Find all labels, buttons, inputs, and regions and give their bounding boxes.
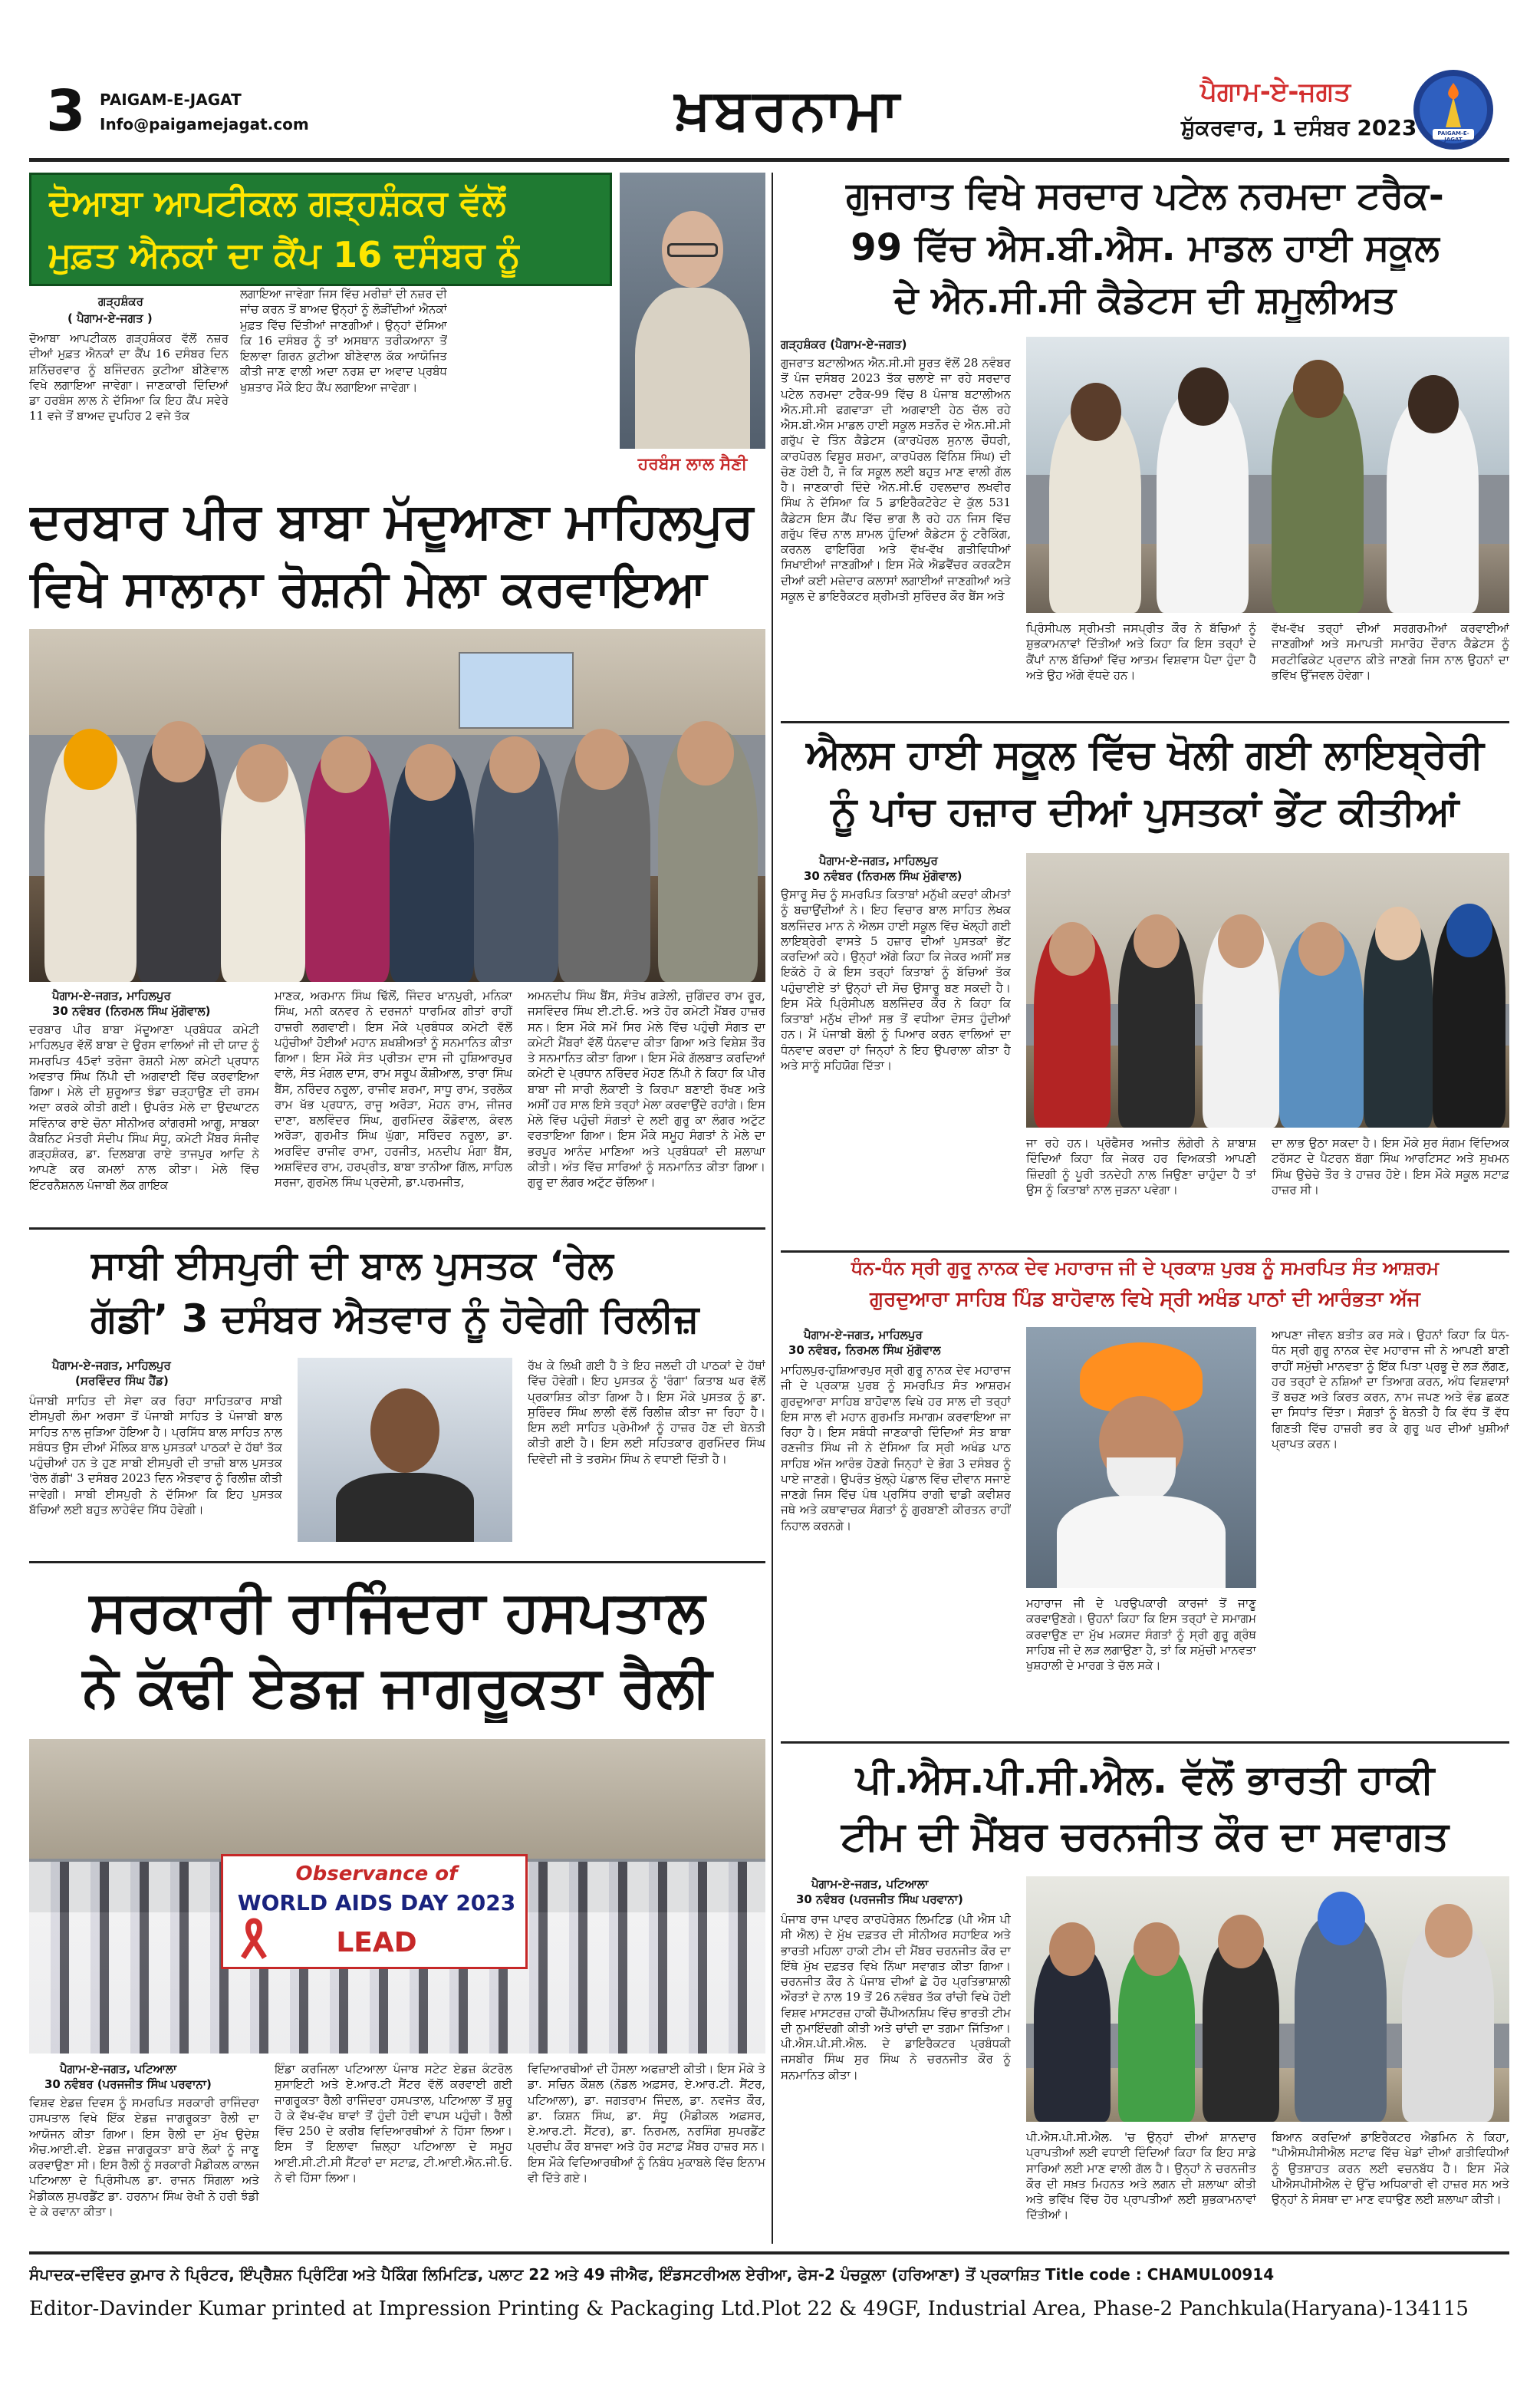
headline-line-2: ਟੀਮ ਦੀ ਮੈਂਬਰ ਚਰਨਜੀਤ ਕੌਰ ਦਾ ਸਵਾਗਤ: [841, 1813, 1449, 1859]
email-link[interactable]: Info@paigamejagat.com: [100, 115, 309, 133]
divider: [29, 1561, 765, 1563]
paper-logo: [1411, 68, 1496, 152]
dateline-source: 30 ਨਵੰਬਰ (ਨਿਰਮਲ ਸਿੰਘ ਮੁੱਗੋਵਾਲ): [804, 869, 962, 883]
headline-line-2: ਨੂੰ ਪਾਂਚ ਹਜ਼ਾਰ ਦੀਆਂ ਪੁਸਤਕਾਂ ਭੇਂਟ ਕੀਤੀਆਂ: [831, 789, 1459, 835]
masthead-rule: [29, 158, 1509, 162]
dateline: ਪੈਗਾਮ-ਏ-ਜਗਤ, ਪਟਿਆਲਾ: [60, 2062, 177, 2076]
article-body-a: ਪ੍ਰਿੰਸੀਪਲ ਸ੍ਰੀਮਤੀ ਜਸਪ੍ਰੀਤ ਕੌਰ ਨੇ ਬੱਚਿਆਂ ਨੂੰ ਸ਼ੁਭਕਾਮਨਾਵਾਂ ਦਿੱਤੀਆਂ ਅਤੇ ਕਿਹਾ ਕਿ ਇਸ ਤਰ੍ਹਾਂ ਦੇ ਕੈਂਪਾਂ ਨਾਲ ਬੱਚਿਆਂ ਵਿੱਚ ਆਤਮ ਵਿਸ਼ਵਾਸ ਪੈਦਾ ਹੁੰਦਾ ਹੈ ਅਤੇ ਉਹ ਅੱਗੇ ਵੱਧਦੇ ਹਨ।: [1026, 621, 1256, 682]
aids-day-banner: [221, 1854, 528, 1969]
headline-line-1: ਸਰਕਾਰੀ ਰਾਜਿੰਦਰਾ ਹਸਪਤਾਲ: [89, 1579, 706, 1645]
headline-line-2: 99 ਵਿੱਚ ਐਸ.ਬੀ.ਐਸ. ਮਾਡਲ ਹਾਈ ਸਕੂਲ: [851, 226, 1440, 269]
headline-line-1: ਸਾਬੀ ਈਸਪੁਰੀ ਦੀ ਬਾਲ ਪੁਸਤਕ ‘ਰੇਲ: [90, 1243, 614, 1287]
column-2: ਇੰਡਾ ਕਰਜਿਲਾ ਪਟਿਆਲਾ ਪੰਜਾਬ ਸਟੇਟ ਏਡਜ਼ ਕੰਟਰੋਲ ਸੁਸਾਇਟੀ ਅਤੇ ਏ.ਆਰ.ਟੀ ਸੈਂਟਰ ਵੱਲੋਂ ਕਰਵਾਈ ਗਈ ਜਾਗਰੂਕਤਾ ਰੈਲੀ ਰਾਜਿੰਦਰਾ ਹਸਪਤਾਲ, ਪਟਿਆਲਾ ਤੋਂ ਸ਼ੁਰੂ ਹੋ ਕੇ ਵੱਖ-ਵੱਖ ਥਾਵਾਂ ਤੋਂ ਹੁੰਦੀ ਹੋਈ ਵਾਪਸ ਪਹੁੰਚੀ। ਰੈਲੀ ਵਿੱਚ 250 ਦੇ ਕਰੀਬ ਵਿਦਿਆਰਥੀਆਂ ਨੇ ਹਿੱਸਾ ਲਿਆ। ਇਸ ਤੋਂ ਇਲਾਵਾ ਜ਼ਿਲ੍ਹਾ ਪਟਿਆਲਾ ਦੇ ਸਮੂਹ ਆਈ.ਸੀ.ਟੀ.ਸੀ ਸੈਂਟਰਾਂ ਦਾ ਸਟਾਫ਼, ਟੀ.ਆਈ.ਐਨ.ਜੀ.ਓ. ਨੇ ਵੀ ਹਿੱਸਾ ਲਿਆ।: [275, 2062, 512, 2185]
divider: [781, 721, 1509, 723]
article-body-left: ਪੰਜਾਬੀ ਸਾਹਿਤ ਦੀ ਸੇਵਾ ਕਰ ਰਿਹਾ ਸਾਹਿਤਕਾਰ ਸਾਬੀ ਈਸਪੁਰੀ ਲੰਮਾ ਅਰਸਾ ਤੋਂ ਪੰਜਾਬੀ ਸਾਹਿਤ ਤੇ ਪੰਜਾਬੀ ਬਾਲ ਸਾਹਿਤ ਨਾਲ ਜੁੜਿਆ ਹੋਇਆ ਹੈ। ਪ੍ਰਸਿੱਧ ਬਾਲ ਸਾਹਿਤ ਨਾਲ ਸਬੰਧਤ ਉਸ ਦੀਆਂ ਮੌਲਿਕ ਬਾਲ ਪੁਸਤਕਾਂ ਪਾਠਕਾਂ ਦੇ ਹੱਥਾਂ ਤੱਕ ਪਹੁੰਚੀਆਂ ਹਨ ਤੇ ਹੁਣ ਸਾਬੀ ਈਸਪੁਰੀ ਦੀ ਤਾਜ਼ੀ ਬਾਲ ਪੁਸਤਕ 'ਰੇਲ ਗੱਡੀ' 3 ਦਸੰਬਰ 2023 ਦਿਨ ਐਤਵਾਰ ਨੂੰ ਰਿਲੀਜ਼ ਕੀਤੀ ਜਾਵੇਗੀ। ਸਾਬੀ ਈਸਪੁਰੀ ਨੇ ਦੱਸਿਆ ਕਿ ਇਹ ਪੁਸਤਕ ਬੱਚਿਆਂ ਲਈ ਬਹੁਤ ਲਾਹੇਵੰਦ ਸਿੱਧ ਹੋਵੇਗੀ।: [29, 1394, 282, 1517]
column-2: ਮਾਣਕ, ਅਰਮਾਨ ਸਿੰਘ ਢਿੱਲੋਂ, ਜਿੰਦਰ ਖਾਨਪੁਰੀ, ਮਨਿਕਾ ਸਿੰਘ, ਮਨੀ ਕਨਵਰ ਨੇ ਦਰਜਨਾਂ ਧਾਰਮਿਕ ਗੀਤਾਂ ਰਾਹੀਂ ਹਾਜ਼ਰੀ ਲਗਵਾਈ। ਇਸ ਮੌਕੇ ਪ੍ਰਬੰਧਕ ਕਮੇਟੀ ਵੱਲੋਂ ਪਹੁੰਚੀਆਂ ਹੋਈਆਂ ਮਹਾਨ ਸ਼ਖਸ਼ੀਅਤਾਂ ਨੂੰ ਸਨਮਾਨਿਤ ਕੀਤਾ ਗਿਆ। ਇਸ ਮੌਕੇ ਸੰਤ ਪ੍ਰੀਤਮ ਦਾਸ ਜੀ ਹੁਸ਼ਿਆਰਪੁਰ ਵਾਲੇ, ਸੰਤ ਮੰਗਲ ਦਾਸ, ਰਾਮ ਸਰੂਪ ਕੌਸ਼ੀਆਲ, ਤਾਰਾ ਸਿੰਘ ਬੈਂਸ, ਨਰਿੰਦਰ ਨਰੂਲਾ, ਰਾਜੀਵ ਸ਼ਰਮਾ, ਸਾਧੂ ਰਾਮ, ਤਰਲੋਕ ਰਾਮ ਖੱਭ ਪ੍ਰਧਾਨ, ਰਾਜੂ ਅਰੋੜਾ, ਮੋਹਨ ਰਾਮ, ਜੀਜਰ ਦਾਣਾ, ਬਲਵਿੰਦਰ ਸਿੰਘ, ਗੁਰਮਿੰਦਰ ਕੌਡੋਵਾਲ, ਕੰਵਲ ਅਰੋੜਾ, ਗੁਰਮੀਤ ਸਿੰਘ ਘੁੱਗਾ, ਸਰਿੰਦਰ ਨਰੂਲਾ, ਡਾ. ਅਰਵਿੰਦ ਰਾਜੀਵ ਰਾਮਾ, ਹਰਜੀਤ, ਮਨਦੀਪ ਮੰਗਾ ਬੈਂਸ, ਅਸ਼ਵਿੰਦਰ ਰਾਮ, ਹਰਪ੍ਰੀਤ, ਬਾਬਾ ਤਾਨੀਆ ਗਿੱਲ, ਸਾਹਿਲ ਸਰਜਾ, ਗੁਰਮੇਲ ਸਿੰਘ ਪ੍ਰਦੇਸੀ, ਡਾ.ਪਰਮਜੀਤ,: [275, 989, 512, 1189]
hockey-player-photo: [1026, 1876, 1509, 2122]
headline-line-2: ਗੱਡੀ’ 3 ਦਸੰਬਰ ਐਤਵਾਰ ਨੂੰ ਹੋਵੇਗੀ ਰਿਲੀਜ਼: [90, 1296, 699, 1341]
dateline-source: 30 ਨਵੰਬਰ (ਪਰਜਜੀਤ ਸਿੰਘ ਪਰਵਾਨਾ): [44, 2077, 212, 2091]
headline-line-1: ਪੀ.ਐਸ.ਪੀ.ਸੀ.ਐਲ. ਵੱਲੋਂ ਭਾਰਤੀ ਹਾਕੀ: [855, 1757, 1435, 1803]
article-body: ਉਸਾਰੂ ਸੋਚ ਨੂੰ ਸਮਰਪਿਤ ਕਿਤਾਬਾਂ ਮਨੁੱਖੀ ਕਦਰਾਂ ਕੀਮਤਾਂ ਨੂੰ ਬਚਾਉਂਦੀਆਂ ਨੇ। ਇਹ ਵਿਚਾਰ ਬਾਲ ਸਾਹਿਤ ਲੇਖਕ ਬਲਜਿੰਦਰ ਮਾਨ ਨੇ ਐਲਸ ਹਾਈ ਸਕੂਲ ਵਿੱਚ ਖੋਲ੍ਹੀ ਗਈ ਲਾਇਬ੍ਰੇਰੀ ਵਾਸਤੇ 5 ਹਜ਼ਾਰ ਦੀਆਂ ਪੁਸਤਕਾਂ ਭੇਂਟ ਕਰਦਿਆਂ ਕਹੇ। ਉਨ੍ਹਾਂ ਅੱਗੇ ਕਿਹਾ ਕਿ ਜੇਕਰ ਅਸੀਂ ਸਭ ਇਕੱਠੇ ਹੋ ਕੇ ਇਸ ਤਰ੍ਹਾਂ ਕਿਤਾਬਾਂ ਨੂੰ ਬੱਚਿਆਂ ਤੱਕ ਪਹੁੰਚਾਈਏ ਤਾਂ ਉਨ੍ਹਾਂ ਦੀ ਸੋਚ ਉਸਾਰੂ ਬਣ ਸਕਦੀ ਹੈ। ਇਸ ਮੌਕੇ ਪ੍ਰਿੰਸੀਪਲ ਬਲਜਿੰਦਰ ਕੌਰ ਨੇ ਕਿਹਾ ਕਿ ਕਿਤਾਬਾਂ ਮਨੁੱਖ ਦੀਆਂ ਸਭ ਤੋਂ ਵਧੀਆ ਦੋਸਤ ਹੁੰਦੀਆਂ ਹਨ। ਮੈਂ ਪੰਜਾਬੀ ਬੋਲੀ ਨੂੰ ਪਿਆਰ ਕਰਨ ਵਾਲਿਆਂ ਦਾ ਧੰਨਵਾਦ ਕਰਦਾ ਹਾਂ ਜਿਨ੍ਹਾਂ ਨੇ ਇਹ ਉਪਰਾਲਾ ਕੀਤਾ ਹੈ ਅਤੇ ਸਾਨੂੰ ਸਹਿਯੋਗ ਦਿੱਤਾ।: [781, 888, 1011, 1072]
column-1: ਦਰਬਾਰ ਪੀਰ ਬਾਬਾ ਮੱਦੂਆਣਾ ਪ੍ਰਬੰਧਕ ਕਮੇਟੀ ਮਾਹਿਲਪੁਰ ਵੱਲੋਂ ਬਾਬਾ ਦੇ ਉਰਸ ਵਾਲਿਆਂ ਜੀ ਦੀ ਯਾਦ ਨੂੰ ਸਮਰਪਿਤ 45ਵਾਂ ਤਰੋਜਾ ਰੋਸ਼ਨੀ ਮੇਲਾ ਕਮੇਟੀ ਪ੍ਰਧਾਨ ਅਵਤਾਰ ਸਿੰਘ ਨਿੱਪੀ ਦੀ ਅਗਵਾਈ ਵਿੱਚ ਕਰਵਾਇਆ ਗਿਆ। ਮੇਲੇ ਦੀ ਸ਼ੁਰੂਆਤ ਝੰਡਾ ਚੜ੍ਹਾਉਣ ਦੀ ਰਸਮ ਅਦਾ ਕਰਕੇ ਕੀਤੀ ਗਈ। ਉਪਰੰਤ ਮੇਲੇ ਦਾ ਉਦਘਾਟਨ ਸਵਿੰਨਾਕ ਰਾਏ ਚੋਨਾ ਸੀਨੀਅਰ ਕਾਂਗਰਸੀ ਆਗੂ, ਸਾਬਕਾ ਕੈਬਨਿਟ ਮੰਤਰੀ ਸੰਦੀਪ ਸਿੰਘ ਸੰਧੂ, ਕਮੇਟੀ ਮੈਂਬਰ ਸੰਜੀਵ ਗੜ੍ਹਸ਼ੰਕਰ, ਡਾ. ਦਿਲਬਾਗ ਰਾਏ ਤਾਜਪੁਰ ਆਦਿ ਨੇ ਆਪਣੇ ਕਰ ਕਮਲਾਂ ਨਾਲ ਕੀਤਾ। ਮੇਲੇ ਵਿੱਚ ਇੰਟਰਨੈਸ਼ਨਲ ਪੰਜਾਬੀ ਲੋਕ ਗਾਇਕ: [29, 1023, 259, 1192]
dateline-source: 30 ਨਵੰਬਰ, ਨਿਰਮਲ ਸਿੰਘ ਮੁੱਗੋਵਾਲ: [788, 1343, 941, 1357]
article-darbar: [29, 491, 765, 1224]
banner-text-1: Observance of: [295, 1863, 458, 1886]
portrait-photo: [620, 173, 765, 487]
dateline: ਪੈਗਾਮ-ਏ-ਜਗਤ, ਪਟਿਆਲਾ: [811, 1877, 929, 1891]
dateline-source: 30 ਨਵੰਬਰ (ਪਰਜਜੀਤ ਸਿੰਘ ਪਰਵਾਨਾ): [796, 1892, 963, 1906]
column-3: ਅਮਨਦੀਪ ਸਿੰਘ ਬੈਂਸ, ਸੰਤੋਖ ਗੜੇਲੀ, ਜੁਗਿੰਦਰ ਰਾਮ ਰੂਰ, ਜਸਵਿੰਦਰ ਸਿੰਘ ਈ.ਟੀ.ਓ. ਅਤੇ ਹੋਰ ਕਮੇਟੀ ਮੈਂਬਰ ਹਾਜ਼ਰ ਸਨ। ਇਸ ਮੌਕੇ ਸਮੇਂ ਸਿਰ ਮੇਲੇ ਵਿੱਚ ਪਹੁੰਚੀ ਸੰਗਤ ਦਾ ਕਮੇਟੀ ਮੈਂਬਰਾਂ ਵੱਲੋਂ ਧੰਨਵਾਦ ਕੀਤਾ ਗਿਆ ਅਤੇ ਵਿਸ਼ੇਸ਼ ਤੌਰ ਤੇ ਸਨਮਾਨਿਤ ਕੀਤਾ ਗਿਆ। ਇਸ ਮੌਕੇ ਗੱਲਬਾਤ ਕਰਦਿਆਂ ਕਮੇਟੀ ਦੇ ਪ੍ਰਧਾਨ ਨਰਿੰਦਰ ਮੋਹਣ ਨਿੱਪੀ ਨੇ ਕਿਹਾ ਕਿ ਪੀਰ ਬਾਬਾ ਜੀ ਸਾਰੀ ਲੋਕਾਈ ਤੇ ਕਿਰਪਾ ਬਣਾਈ ਰੱਖਣ ਅਤੇ ਅਸੀਂ ਹਰ ਸਾਲ ਇਸੇ ਤਰ੍ਹਾਂ ਮੇਲਾ ਕਰਵਾਉਂਦੇ ਰਹਾਂਗੇ। ਇਸ ਮੇਲੇ ਵਿੱਚ ਪਹੁੰਚੀ ਸੰਗਤਾਂ ਦੇ ਲਈ ਗੁਰੂ ਕਾ ਲੰਗਰ ਅਟੁੱਟ ਵਰਤਾਇਆ ਗਿਆ। ਇਸ ਮੌਕੇ ਸਮੂਹ ਸੰਗਤਾਂ ਨੇ ਮੇਲੇ ਦਾ ਭਰਪੂਰ ਆਨੰਦ ਮਾਣਿਆ ਅਤੇ ਪ੍ਰਬੰਧਕਾਂ ਦੀ ਸ਼ਲਾਘਾ ਕੀਤੀ। ਅੰਤ ਵਿੱਚ ਸਾਰਿਆਂ ਨੂੰ ਸਨਮਾਨਿਤ ਕੀਤਾ ਗਿਆ। ਗੁਰੂ ਦਾ ਲੰਗਰ ਅਟੁੱਟ ਚੱਲਿਆ।: [528, 989, 765, 1189]
banner-text-3: LEAD: [336, 1927, 417, 1958]
dateline: ਪੈਗਾਮ-ਏ-ਜਗਤ, ਮਾਹਿਲਪੁਰ: [804, 1328, 923, 1342]
dateline-source: (ਸਰਵਿੰਦਰ ਸਿੰਘ ਹੈਂਡ): [75, 1374, 169, 1388]
article-body-right: ਰੱਖ ਕੇ ਲਿਖੀ ਗਈ ਹੈ ਤੇ ਇਹ ਜਲਦੀ ਹੀ ਪਾਠਕਾਂ ਦੇ ਹੱਥਾਂ ਵਿੱਚ ਹੋਵੇਗੀ। ਇਹ ਪੁਸਤਕ ਨੂੰ 'ਰੰਗਾ' ਕਿਤਾਬ ਘਰ ਵੱਲੋਂ ਪ੍ਰਕਾਸ਼ਿਤ ਕੀਤਾ ਗਿਆ ਹੈ। ਇਸ ਮੌਕੇ ਪੁਸਤਕ ਨੂੰ ਡਾ. ਸੁਰਿੰਦਰ ਸਿੰਘ ਲਾਲੀ ਵੱਲੋਂ ਰਿਲੀਜ਼ ਕੀਤਾ ਜਾ ਰਿਹਾ ਹੈ। ਇਸ ਲਈ ਸਾਹਿਤ ਪ੍ਰੇਮੀਆਂ ਨੂੰ ਹਾਜ਼ਰ ਹੋਣ ਦੀ ਬੇਨਤੀ ਕੀਤੀ ਗਈ ਹੈ। ਇਸ ਲਈ ਸਹਿਤਕਾਰ ਗੁਰਮਿੰਦਰ ਸਿੰਘ ਦਿਵੇਦੀ ਜੀ ਤੇ ਤਰਸੇਮ ਸਿੰਘ ਨੇ ਵਧਾਈ ਦਿੱਤੀ ਹੈ।: [528, 1359, 765, 1466]
article-body-right: ਲਗਾਇਆ ਜਾਵੇਗਾ ਜਿਸ ਵਿੱਚ ਮਰੀਜ਼ਾਂ ਦੀ ਨਜ਼ਰ ਦੀ ਜਾਂਚ ਕਰਨ ਤੋਂ ਬਾਅਦ ਉਨ੍ਹਾਂ ਨੂੰ ਲੋੜੀਂਦੀਆਂ ਐਨਕਾਂ ਮੁਫ਼ਤ ਵਿੱਚ ਦਿੱਤੀਆਂ ਜਾਣਗੀਆਂ। ਉਨ੍ਹਾਂ ਦੱਸਿਆ ਕਿ 16 ਦਸੰਬਰ ਨੂੰ ਤਾਂ ਅਸਥਾਨ ਤਰੀਕਆਨਾ ਤੋਂ ਇਲਾਵਾ ਗਿਰਨ ਕੁਟੀਆ ਬੀਣੇਵਾਲ ਕੱਕ ਆਯੋਜਿਤ ਕੀਤੀ ਜਾਣ ਵਾਲੀ ਅਦਾ ਨਰਸ਼ ਦਾ ਅਵਾਦ ਪ੍ਰਬੰਧ ਖੁਸ਼ਤਾਰ ਮੌਕੇ ਇਹ ਕੈਂਪ ਲਗਾਇਆ ਜਾਵੇਗਾ।: [240, 287, 447, 394]
article-body-b: ਵੱਖ-ਵੱਖ ਤਰ੍ਹਾਂ ਦੀਆਂ ਸਰਗਰਮੀਆਂ ਕਰਵਾਈਆਂ ਜਾਣਗੀਆਂ ਅਤੇ ਸਮਾਪਤੀ ਸਮਾਰੋਹ ਦੌਰਾਨ ਕੈਡੇਟਸ ਨੂੰ ਸਰਟੀਫਿਕੇਟ ਪ੍ਰਦਾਨ ਕੀਤੇ ਜਾਣਗੇ ਜਿਸ ਨਾਲ ਉਹਨਾਂ ਦਾ ਭਵਿੱਖ ਉੱਜਵਲ ਹੋਵੇਗਾ।: [1272, 621, 1509, 682]
issue-date: ਸ਼ੁੱਕਰਵਾਰ, 1 ਦਸੰਬਰ 2023: [1181, 115, 1417, 140]
article-body-a: ਜਾ ਰਹੇ ਹਨ। ਪ੍ਰੋਫੈਸਰ ਅਜੀਤ ਲੰਗੇਰੀ ਨੇ ਸ਼ਾਬਾਸ਼ ਦਿੰਦਿਆਂ ਕਿਹਾ ਕਿ ਜੇਕਰ ਹਰ ਵਿਅਕਤੀ ਆਪਣੀ ਜ਼ਿੰਦਗੀ ਨੂੰ ਪੂਰੀ ਤਨਦੇਹੀ ਨਾਲ ਜਿਉਣਾ ਚਾਹੁੰਦਾ ਹੈ ਤਾਂ ਉਸ ਨੂੰ ਕਿਤਾਬਾਂ ਨਾਲ ਜੁੜਨਾ ਪਵੇਗਾ।: [1026, 1136, 1256, 1197]
dateline-source: 30 ਨਵੰਬਰ (ਨਿਰਮਲ ਸਿੰਘ ਮੁੱਗੋਵਾਲ): [52, 1004, 211, 1018]
dateline-source: ( ਪੈਗਾਮ-ਏ-ਜਗਤ ): [67, 311, 153, 325]
article-body-a: ਪੀ.ਐਸ.ਪੀ.ਸੀ.ਐਲ. 'ਚ ਉਨ੍ਹਾਂ ਦੀਆਂ ਸ਼ਾਨਦਾਰ ਪ੍ਰਾਪਤੀਆਂ ਲਈ ਵਧਾਈ ਦਿੰਦਿਆਂ ਕਿਹਾ ਕਿ ਇਹ ਸਾਡੇ ਸਾਰਿਆਂ ਲਈ ਮਾਣ ਵਾਲੀ ਗੱਲ ਹੈ। ਉਨ੍ਹਾਂ ਨੇ ਚਰਨਜੀਤ ਕੌਰ ਦੀ ਸਖ਼ਤ ਮਿਹਨਤ ਅਤੇ ਲਗਨ ਦੀ ਸ਼ਲਾਘਾ ਕੀਤੀ ਅਤੇ ਭਵਿੱਖ ਵਿੱਚ ਹੋਰ ਪ੍ਰਾਪਤੀਆਂ ਲਈ ਸ਼ੁਭਕਾਮਨਾਵਾਂ ਦਿੱਤੀਆਂ।: [1026, 2130, 1256, 2222]
rally-photo: [29, 1739, 765, 2054]
article-body-left: ਦੋਆਬਾ ਆਪਟੀਕਲ ਗੜ੍ਹਸ਼ੰਕਰ ਵੱਲੋਂ ਨਜ਼ਰ ਦੀਆਂ ਮੁਫ਼ਤ ਐਨਕਾਂ ਦਾ ਕੈਂਪ 16 ਦਸੰਬਰ ਦਿਨ ਸ਼ਨਿੱਚਰਵਾਰ ਨੂੰ ਬਜਿੰਦਰਨ ਕੁਟੀਆ ਬੀਣੇਵਾਲ ਵਿਖੇ ਲਗਾਇਆ ਜਾਵੇਗਾ। ਜਾਣਕਾਰੀ ਦਿੰਦਿਆਂ ਡਾ ਹਰਬੰਸ ਲਾਲ ਨੇ ਦੱਸਿਆ ਕਿ ਇਹ ਕੈਂਪ ਸਵੇਰੇ 11 ਵਜੇ ਤੋਂ ਬਾਅਦ ਦੁਪਹਿਰ 2 ਵਜੇ ਤੱਕ: [29, 331, 229, 423]
article-body: ਪੰਜਾਬ ਰਾਜ ਪਾਵਰ ਕਾਰਪੋਰੇਸ਼ਨ ਲਿਮਟਿਡ (ਪੀ ਐਸ ਪੀ ਸੀ ਐਲ) ਦੇ ਮੁੱਖ ਦਫ਼ਤਰ ਦੀ ਸੀਨੀਅਰ ਸਹਾਇਕ ਅਤੇ ਭਾਰਤੀ ਮਹਿਲਾ ਹਾਕੀ ਟੀਮ ਦੀ ਮੈਂਬਰ ਚਰਨਜੀਤ ਕੌਰ ਦਾ ਇੱਥੇ ਮੁੱਖ ਦਫ਼ਤਰ ਵਿਖੇ ਨਿੱਘਾ ਸਵਾਗਤ ਕੀਤਾ ਗਿਆ। ਚਰਨਜੀਤ ਕੌਰ ਨੇ ਪੰਜਾਬ ਦੀਆਂ ਛੇ ਹੋਰ ਪ੍ਰਤਿਭਾਸ਼ਾਲੀ ਔਰਤਾਂ ਦੇ ਨਾਲ 19 ਤੋਂ 26 ਨਵੰਬਰ ਤੱਕ ਰਾਂਚੀ ਵਿਖੇ ਹੋਈ ਵਿਸ਼ਵ ਮਾਸਟਰਜ਼ ਹਾਕੀ ਚੈਂਪੀਅਨਸ਼ਿਪ ਵਿੱਚ ਭਾਰਤੀ ਟੀਮ ਦੀ ਨੁਮਾਇੰਦਗੀ ਕੀਤੀ ਅਤੇ ਚਾਂਦੀ ਦਾ ਤਗਮਾ ਜਿੱਤਿਆ। ਪੀ.ਐਸ.ਪੀ.ਸੀ.ਐਲ. ਦੇ ਡਾਇਰੈਕਟਰ ਪ੍ਰਬੰਧਕੀ ਜਸਬੀਰ ਸਿੰਘ ਸੁਰ ਸਿੰਘ ਨੇ ਚਰਨਜੀਤ ਕੌਰ ਨੂੰ ਸਨਮਾਨਿਤ ਕੀਤਾ।: [781, 1912, 1011, 2082]
article-library: [781, 721, 1509, 1250]
headline-line-2: ਮੁਫ਼ਤ ਐਨਕਾਂ ਦਾ ਕੈਂਪ 16 ਦਸੰਬਰ ਨੂੰ: [48, 234, 521, 275]
imprint-line-english: Editor-Davinder Kumar printed at Impression Printing & Packaging Ltd.Plot 22 & 49GF, Industrial Area, Phase-2 Panchkula(Haryana)-134115: [29, 2297, 1469, 2320]
headline-line-2: ਗੁਰਦੁਆਰਾ ਸਾਹਿਬ ਪਿੰਡ ਬਾਹੋਵਾਲ ਵਿਖੇ ਸ੍ਰੀ ਅਖੰਡ ਪਾਠਾਂ ਦੀ ਆਰੰਭਤਾ ਅੱਜ: [870, 1288, 1420, 1311]
article-body-b: ਦਾ ਲਾਭ ਉਠਾ ਸਕਦਾ ਹੈ। ਇਸ ਮੌਕੇ ਸੁਰ ਸੰਗਮ ਵਿੱਦਿਅਕ ਟਰੱਸਟ ਦੇ ਪੈਟਰਨ ਬੱਗਾ ਸਿੰਘ ਆਰਟਿਸਟ ਅਤੇ ਸੁਖਮਨ ਸਿੰਘ ਉਚੇਚੇ ਤੌਰ ਤੇ ਹਾਜ਼ਰ ਹੋਏ। ਇਸ ਮੌਕੇ ਸਕੂਲ ਸਟਾਫ਼ ਹਾਜ਼ਰ ਸੀ।: [1272, 1136, 1509, 1197]
brand-name: PAIGAM-E-JAGAT: [100, 91, 242, 109]
cadets-photo: [1026, 337, 1509, 613]
page-number: 3: [46, 78, 86, 144]
logo-label: PAIGAM-E-JAGAT: [1437, 130, 1469, 143]
event-group-photo: [29, 629, 765, 982]
portrait-caption: ਹਰਬੰਸ ਲਾਲ ਸੈਣੀ: [637, 455, 748, 474]
article-body-b: ਆਪਣਾ ਜੀਵਨ ਬਤੀਤ ਕਰ ਸਕੇ। ਉਹਨਾਂ ਕਿਹਾ ਕਿ ਧੰਨ-ਧੰਨ ਸ੍ਰੀ ਗੁਰੂ ਨਾਨਕ ਦੇਵ ਮਹਾਰਾਜ ਜੀ ਨੇ ਆਪਣੀ ਬਾਣੀ ਰਾਹੀਂ ਸਮੁੱਚੀ ਮਾਨਵਤਾ ਨੂੰ ਇੱਕ ਪਿਤਾ ਪ੍ਰਭੂ ਦੇ ਲੜ ਲੱਗਣ, ਹਰ ਤਰ੍ਹਾਂ ਦੇ ਨਸ਼ਿਆਂ ਦਾ ਤਿਆਗ ਕਰਨ, ਅੰਧ ਵਿਸ਼ਵਾਸਾਂ ਤੋਂ ਬਚਣ ਅਤੇ ਕਿਰਤ ਕਰਨ, ਨਾਮ ਜਪਣ ਅਤੇ ਵੰਡ ਛਕਣ ਦਾ ਸਿਧਾਂਤ ਦਿੱਤਾ। ਸੰਗਤਾਂ ਨੂੰ ਬੇਨਤੀ ਹੈ ਕਿ ਵੱਧ ਤੋਂ ਵੱਧ ਗਿਣਤੀ ਵਿੱਚ ਹਾਜ਼ਰੀ ਭਰ ਕੇ ਗੁਰੂ ਘਰ ਦੀਆਂ ਖੁਸ਼ੀਆਂ ਪ੍ਰਾਪਤ ਕਰਨ।: [1272, 1328, 1509, 1451]
headline-line-1: ਧੰਨ-ਧੰਨ ਸ੍ਰੀ ਗੁਰੂ ਨਾਨਕ ਦੇਵ ਮਹਾਰਾਜ ਜੀ ਦੇ ਪ੍ਰਕਾਸ਼ ਪੁਰਬ ਨੂੰ ਸਮਰਪਿਤ ਸੰਤ ਆਸ਼ਰਮ: [851, 1257, 1440, 1279]
article-pspcl: [781, 1741, 1509, 2244]
imprint-line-punjabi: ਸੰਪਾਦਕ-ਦਵਿੰਦਰ ਕੁਮਾਰ ਨੇ ਪ੍ਰਿੰਟਰ, ਇੰਪ੍ਰੈਸ਼ਨ ਪ੍ਰਿੰਟਿੰਗ ਅਤੇ ਪੈਕਿੰਗ ਲਿਮਿਟਿਡ, ਪਲਾਟ 22 ਅਤੇ 49 ਜੀਐਫ, ਇੰਡਸਟਰੀਅਲ ਏਰੀਆ, ਫੇਸ-2 ਪੰਚਕੂਲਾ (ਹਰਿਆਣਾ) ਤੋਂ ਪ੍ਰਕਾਸ਼ਿਤ Title code : CHAMUL00914: [29, 2265, 1275, 2284]
red-ribbon-icon: [239, 1918, 269, 1964]
headline-line-3: ਦੇ ਐਨ.ਸੀ.ਸੀ ਕੈਡੇਟਸ ਦੀ ਸ਼ਮੂਲੀਅਤ: [893, 278, 1397, 321]
divider: [29, 1227, 765, 1230]
headline-line-1: ਗੁਜਰਾਤ ਵਿਖੇ ਸਰਦਾਰ ਪਟੇਲ ਨਰਮਦਾ ਟਰੈਕ-: [846, 174, 1444, 217]
paper-name: ਪੈਗਾਮ-ਏ-ਜਗਤ: [1200, 77, 1351, 107]
dateline: ਗੜ੍ਹਸ਼ੰਕਰ (ਪੈਗਾਮ-ਏ-ਜਗਤ): [781, 338, 907, 351]
article-gujarat: [781, 173, 1509, 721]
footer-rule-top: [29, 2251, 1509, 2254]
dateline: ਪੈਗਾਮ-ਏ-ਜਗਤ, ਮਾਹਿਲਪੁਰ: [52, 989, 171, 1003]
divider: [781, 1250, 1509, 1253]
headline-line-1: ਦਰਬਾਰ ਪੀਰ ਬਾਬਾ ਮੱਦੂਆਣਾ ਮਾਹਿਲਪੁਰ: [29, 493, 754, 550]
sant-photo: [1026, 1327, 1256, 1588]
article-body: ਮਾਹਿਲਪੁਰ-ਹੁਸ਼ਿਆਰਪੁਰ ਸ੍ਰੀ ਗੁਰੂ ਨਾਨਕ ਦੇਵ ਮਹਾਰਾਜ ਜੀ ਦੇ ਪ੍ਰਕਾਸ਼ ਪੁਰਬ ਨੂੰ ਸਮਰਪਿਤ ਸੰਤ ਆਸ਼ਰਮ ਗੁਰਦੁਆਰਾ ਸਾਹਿਬ ਬਾਹੋਵਾਲ ਵਿਖੇ ਹਰ ਸਾਲ ਦੀ ਤਰ੍ਹਾਂ ਇਸ ਸਾਲ ਵੀ ਮਹਾਨ ਗੁਰਮਤਿ ਸਮਾਗਮ ਕਰਵਾਇਆ ਜਾ ਰਿਹਾ ਹੈ। ਇਸ ਸਬੰਧੀ ਜਾਣਕਾਰੀ ਦਿੰਦਿਆਂ ਸੰਤ ਬਾਬਾ ਰਣਜੀਤ ਸਿੰਘ ਜੀ ਨੇ ਦੱਸਿਆ ਕਿ ਸ੍ਰੀ ਅਖੰਡ ਪਾਠ ਸਾਹਿਬ ਅੱਜ ਆਰੰਭ ਹੋਣਗੇ ਜਿਨ੍ਹਾਂ ਦੇ ਭੋਗ 3 ਦਸੰਬਰ ਨੂੰ ਪਾਏ ਜਾਣਗੇ। ਉਪਰੰਤ ਖੁੱਲ੍ਹੇ ਪੰਡਾਲ ਵਿੱਚ ਦੀਵਾਨ ਸਜਾਏ ਜਾਣਗੇ ਜਿਸ ਵਿੱਚ ਪੰਥ ਪ੍ਰਸਿੱਧ ਰਾਗੀ ਢਾਡੀ ਕਵੀਸ਼ਰ ਜਥੇ ਅਤੇ ਕਥਾਵਾਚਕ ਸੰਗਤਾਂ ਨੂੰ ਗੁਰਬਾਣੀ ਕੀਰਤਨ ਰਾਹੀਂ ਨਿਹਾਲ ਕਰਨਗੇ।: [781, 1363, 1011, 1533]
column-3: ਵਿਦਿਆਰਥੀਆਂ ਦੀ ਹੌਸਲਾ ਅਫਜ਼ਾਈ ਕੀਤੀ। ਇਸ ਮੌਕੇ ਤੇ ਡਾ. ਸਚਿਨ ਕੌਸ਼ਲ (ਨੋਡਲ ਅਫ਼ਸਰ, ਏ.ਆਰ.ਟੀ. ਸੈਂਟਰ, ਪਟਿਆਲਾ), ਡਾ. ਜਗਤਰਾਮ ਜਿੰਦਲ, ਡਾ. ਨਵਜੋਤ ਕੌਰ, ਡਾ. ਕਿਸ਼ਨ ਸਿੰਘ, ਡਾ. ਸੰਧੂ (ਮੈਡੀਕਲ ਅਫ਼ਸਰ, ਏ.ਆਰ.ਟੀ. ਸੈਂਟਰ), ਡਾ. ਨਿਰਮਲ, ਨਰਸਿੰਗ ਸੁਪਰਡੈਂਟ ਪ੍ਰਦੀਪ ਕੌਰ ਬਾਜਵਾ ਅਤੇ ਹੋਰ ਸਟਾਫ਼ ਮੈਂਬਰ ਹਾਜ਼ਰ ਸਨ। ਇਸ ਮੌਕੇ ਵਿਦਿਆਰਥੀਆਂ ਨੂੰ ਨਿਬੰਧ ਮੁਕਾਬਲੇ ਵਿੱਚ ਇਨਾਮ ਵੀ ਦਿੱਤੇ ਗਏ।: [528, 2062, 765, 2185]
dateline: ਪੈਗਾਮ-ਏ-ਜਗਤ, ਮਾਹਿਲਪੁਰ: [52, 1359, 171, 1372]
article-body-b: ਬਿਆਨ ਕਰਦਿਆਂ ਡਾਇਰੈਕਟਰ ਐਡਮਿਨ ਨੇ ਕਿਹਾ, "ਪੀਐਸਪੀਸੀਐਲ ਸਟਾਫ ਵਿੱਚ ਖੇਡਾਂ ਦੀਆਂ ਗਤੀਵਿਧੀਆਂ ਨੂੰ ਉਤਸ਼ਾਹਤ ਕਰਨ ਲਈ ਵਚਨਬੱਧ ਹੈ। ਇਸ ਮੌਕੇ ਪੀਐਸਪੀਸੀਐਲ ਦੇ ਉੱਚ ਅਧਿਕਾਰੀ ਵੀ ਹਾਜ਼ਰ ਸਨ ਅਤੇ ਉਨ੍ਹਾਂ ਨੇ ਸੰਸਥਾ ਦਾ ਮਾਣ ਵਧਾਉਣ ਲਈ ਸ਼ਲਾਘਾ ਕੀਤੀ।: [1272, 2130, 1509, 2206]
column-divider: [772, 173, 773, 2244]
imprint-footer: [29, 2251, 1509, 2343]
section-title: ਖ਼ਬਰਨਾਮਾ: [675, 77, 903, 143]
article-eye-camp: [29, 173, 765, 495]
headline-line-2: ਨੇ ਕੱਢੀ ਏਡਜ਼ ਜਾਗਰੂਕਤਾ ਰੈਲੀ: [83, 1654, 712, 1720]
headline-box: [29, 173, 612, 286]
article-akhand-path: [781, 1250, 1509, 1741]
banner-text-2: WORLD AIDS DAY 2023: [237, 1890, 516, 1915]
dateline: ਪੈਗਾਮ-ਏ-ਜਗਤ, ਮਾਹਿਲਪੁਰ: [819, 854, 938, 868]
headline-line-1: ਐਲਸ ਹਾਈ ਸਕੂਲ ਵਿੱਚ ਖੋਲੀ ਗਈ ਲਾਇਬ੍ਰੇਰੀ: [806, 732, 1484, 778]
article-body-a: ਮਹਾਰਾਜ ਜੀ ਦੇ ਪਰਉਪਕਾਰੀ ਕਾਰਜਾਂ ਤੋਂ ਜਾਣੂ ਕਰਵਾਉਣਗੇ। ਉਹਨਾਂ ਕਿਹਾ ਕਿ ਇਸ ਤਰ੍ਹਾਂ ਦੇ ਸਮਾਗਮ ਕਰਵਾਉਣ ਦਾ ਮੁੱਖ ਮਕਸਦ ਸੰਗਤਾਂ ਨੂੰ ਸ੍ਰੀ ਗੁਰੂ ਗ੍ਰੰਥ ਸਾਹਿਬ ਜੀ ਦੇ ਲੜ ਲਗਾਉਣਾ ਹੈ, ਤਾਂ ਕਿ ਸਮੁੱਚੀ ਮਾਨਵਤਾ ਖੁਸ਼ਹਾਲੀ ਦੇ ਮਾਰਗ ਤੇ ਚੱਲ ਸਕੇ।: [1026, 1596, 1256, 1672]
article-aids-rally: [29, 1561, 765, 2244]
article-body: ਗੁਜਰਾਤ ਬਟਾਲੀਅਨ ਐਨ.ਸੀ.ਸੀ ਸੂਰਤ ਵੱਲੋਂ 28 ਨਵੰਬਰ ਤੋਂ ਪੰਜ ਦਸੰਬਰ 2023 ਤੱਕ ਚਲਾਏ ਜਾ ਰਹੇ ਸਰਦਾਰ ਪਟੇਲ ਨਰਮਦਾ ਟਰੈਕ-99 ਵਿੱਚ 8 ਪੰਜਾਬ ਬਟਾਲੀਅਨ ਐਨ.ਸੀ.ਸੀ ਫਗਵਾੜਾ ਦੀ ਅਗਵਾਈ ਹੇਠ ਚੱਲ ਰਹੇ ਐਸ.ਬੀ.ਐਸ ਮਾਡਲ ਹਾਈ ਸਕੂਲ ਸਤਨੌਰ ਦੇ ਐਨ.ਸੀ.ਸੀ ਗਰੁੱਪ ਦੇ ਤਿੰਨ ਕੈਡੇਟਸ (ਕਾਰਪੋਰਲ ਸੁਨਾਲ ਚੌਧਰੀ, ਕਾਰਪੋਰਲ ਵਿਸ਼ੂਰ ਸ਼ਰਮਾ, ਕਾਰਪੋਰਲ ਵਿੱਨਿਸ਼ ਸਿੰਘ) ਦੀ ਚੋਣ ਹੋਈ ਹੈ, ਜੋ ਕਿ ਸਕੂਲ ਲਈ ਬਹੁਤ ਮਾਣ ਵਾਲੀ ਗੱਲ ਹੈ। ਜਾਣਕਾਰੀ ਦਿੰਦੇ ਐਨ.ਸੀ.ਓ ਹਵਲਦਾਰ ਲਖਵੀਰ ਸਿੰਘ ਨੇ ਦੱਸਿਆ ਕਿ 5 ਡਾਇਰੈਕਟੋਰੇਟ ਦੇ ਕੁੱਲ 531 ਕੈਡੇਟਸ ਇਸ ਕੈਂਪ ਵਿੱਚ ਭਾਗ ਲੈ ਰਹੇ ਹਨ ਜਿਸ ਵਿੱਚ ਗਰੁੱਪ ਵਿੱਚ ਨਾਲ ਸ਼ਾਮਲ ਹੁੰਦਿਆਂ ਕੈਡੇਟਸ ਨੂੰ ਟਰੈਕਿੰਗ, ਕਰਨਲ ਫਾਇਰਿੰਗ ਅਤੇ ਵੱਖ-ਵੱਖ ਗਤੀਵਿਧੀਆਂ ਸਿਖਾਈਆਂ ਜਾਣਗੀਆਂ। ਇਸ ਮੌਕੇ ਐਡਵੈਂਚਰ ਕਰਕਟੈਸ ਦੀਆਂ ਕਈ ਮਜ਼ੇਦਾਰ ਕਲਾਸਾਂ ਲਗਾਈਆਂ ਜਾਣਗੀਆਂ ਅਤੇ ਸਕੂਲ ਦੇ ਡਾਇਰੈਕਟਰ ਸ਼੍ਰੀਮਤੀ ਸੁਰਿੰਦਰ ਕੌਰ ਬੈਂਸ ਅਤੇ: [781, 356, 1011, 603]
masthead: [0, 0, 1540, 170]
author-photo: [298, 1358, 512, 1542]
headline-line-1: ਦੋਆਬਾ ਆਪਟੀਕਲ ਗੜ੍ਹਸ਼ੰਕਰ ਵੱਲੋਂ: [48, 182, 506, 223]
divider: [781, 1741, 1509, 1744]
library-photo: [1026, 853, 1509, 1128]
column-1: ਵਿਸ਼ਵ ਏਡਜ਼ ਦਿਵਸ ਨੂੰ ਸਮਰਪਿਤ ਸਰਕਾਰੀ ਰਾਜਿੰਦਰਾ ਹਸਪਤਾਲ ਵਿਖੇ ਇੱਕ ਏਡਜ਼ ਜਾਗਰੂਕਤਾ ਰੈਲੀ ਦਾ ਆਯੋਜਨ ਕੀਤਾ ਗਿਆ। ਇਸ ਰੈਲੀ ਦਾ ਮੁੱਖ ਉਦੇਸ਼ ਐਚ.ਆਈ.ਵੀ. ਏਡਜ਼ ਜਾਗਰੂਕਤਾ ਬਾਰੇ ਲੋਕਾਂ ਨੂੰ ਜਾਣੂ ਕਰਵਾਉਣਾ ਸੀ। ਇਸ ਰੈਲੀ ਨੂੰ ਸਰਕਾਰੀ ਮੈਡੀਕਲ ਕਾਲਜ ਪਟਿਆਲਾ ਦੇ ਪ੍ਰਿੰਸੀਪਲ ਡਾ. ਰਾਜਨ ਸਿੰਗਲਾ ਅਤੇ ਮੈਡੀਕਲ ਸੁਪਰਡੈਂਟ ਡਾ. ਹਰਨਾਮ ਸਿੰਘ ਰੇਖੀ ਨੇ ਹਰੀ ਝੰਡੀ ਦੇ ਕੇ ਰਵਾਨਾ ਕੀਤਾ।: [29, 2096, 259, 2218]
headline-line-2: ਵਿਖੇ ਸਾਲਾਨਾ ਰੋਸ਼ਨੀ ਮੇਲਾ ਕਰਵਾਇਆ: [29, 561, 707, 618]
dateline: ਗੜ੍ਹਸ਼ੰਕਰ: [98, 295, 143, 308]
article-book-release: [29, 1227, 765, 1557]
